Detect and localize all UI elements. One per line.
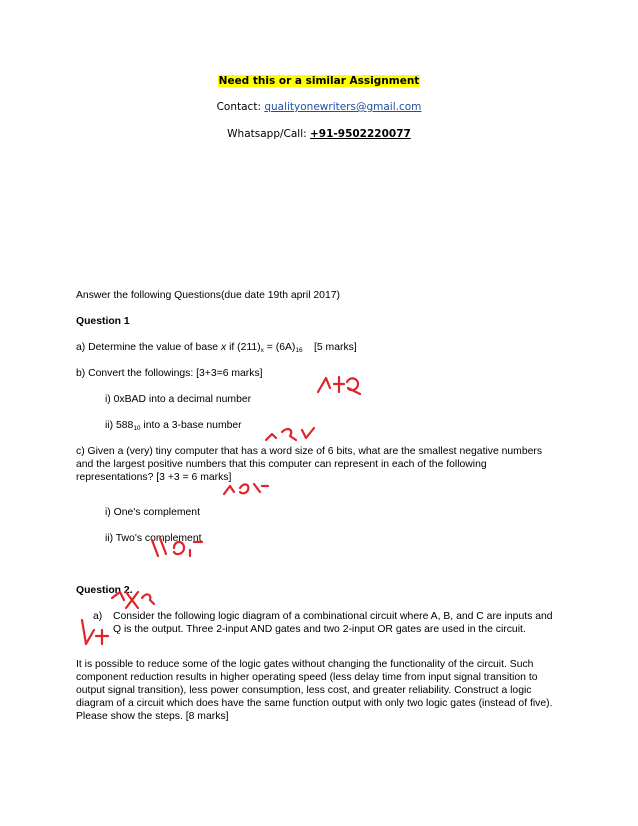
question-2-title: Question 2. [76, 585, 133, 596]
handwritten-annotation [146, 534, 208, 560]
contact-line [0, 101, 638, 113]
q1a-var: x [220, 342, 227, 353]
whatsapp-label: Whatsapp/Call: [227, 128, 310, 140]
q1b-ii-sub: 10 [133, 425, 141, 432]
q1b-ii-pre: ii) 588 [105, 420, 134, 431]
q1-part-b-i: i) 0xBAD into a decimal number [105, 394, 252, 405]
q1a-sub2: 16 [295, 347, 303, 354]
question-1-title: Question 1 [76, 316, 130, 327]
handwritten-annotation [76, 614, 114, 648]
promo-banner [0, 75, 638, 87]
q1a-sub1: x [260, 347, 264, 354]
q2-part-a-text: Consider the following logic diagram of a combinational circuit where A, B, and C are inputs and Q is the output. Three 2-input AND gates and two 2-input OR gates are used in the circuit. [113, 611, 553, 635]
q1-part-c-ii: ii) Two's complement [105, 533, 202, 544]
q1a-pre: a) Determine the value of base [76, 342, 221, 353]
handwritten-annotation [108, 588, 156, 610]
whatsapp-number: +91-9502220077 [310, 128, 411, 140]
q1a-mid1: if (211) [226, 342, 261, 353]
q1-part-c-i: i) One's complement [105, 507, 200, 518]
contact-label: Contact: [216, 101, 265, 113]
q1a-marks: [5 marks] [314, 342, 357, 353]
q2-part-a-label: a) [93, 611, 103, 622]
q1a-mid2: = (6A) [263, 342, 296, 353]
handwritten-annotation [262, 424, 318, 444]
handwritten-annotation [220, 476, 272, 498]
intro-text: Answer the following Questions(due date 19th april 2017) [76, 290, 340, 301]
whatsapp-line [0, 128, 638, 140]
q2-paragraph: It is possible to reduce some of the logic gates without changing the functionality of the circuit. Such component reduction results in higher operating speed (less delay time from input signal transition to output signal transition), less power consumption, less cost, and greater reliability. Construct a logic diagram of a circuit which does have the same function output with only two logic gates (instead of five). Please show the steps. [8 marks] [76, 659, 553, 722]
q1-part-c: c) Given a (very) tiny computer that has a word size of 6 bits, what are the smallest negative numbers and the largest positive numbers that this computer can represent in each of the following representations? [3 +3 = 6 marks] [76, 446, 543, 483]
q1-part-a [76, 341, 303, 354]
q1-part-b: b) Convert the followings: [3+3=6 marks] [76, 368, 263, 379]
q1b-ii-post: into a 3-base number [140, 420, 242, 431]
contact-email-link[interactable]: qualityonewriters@gmail.com [264, 101, 422, 113]
q1-part-b-ii [105, 419, 242, 432]
handwritten-annotation [314, 372, 366, 398]
promo-banner-text: Need this or a similar Assignment [218, 75, 420, 87]
